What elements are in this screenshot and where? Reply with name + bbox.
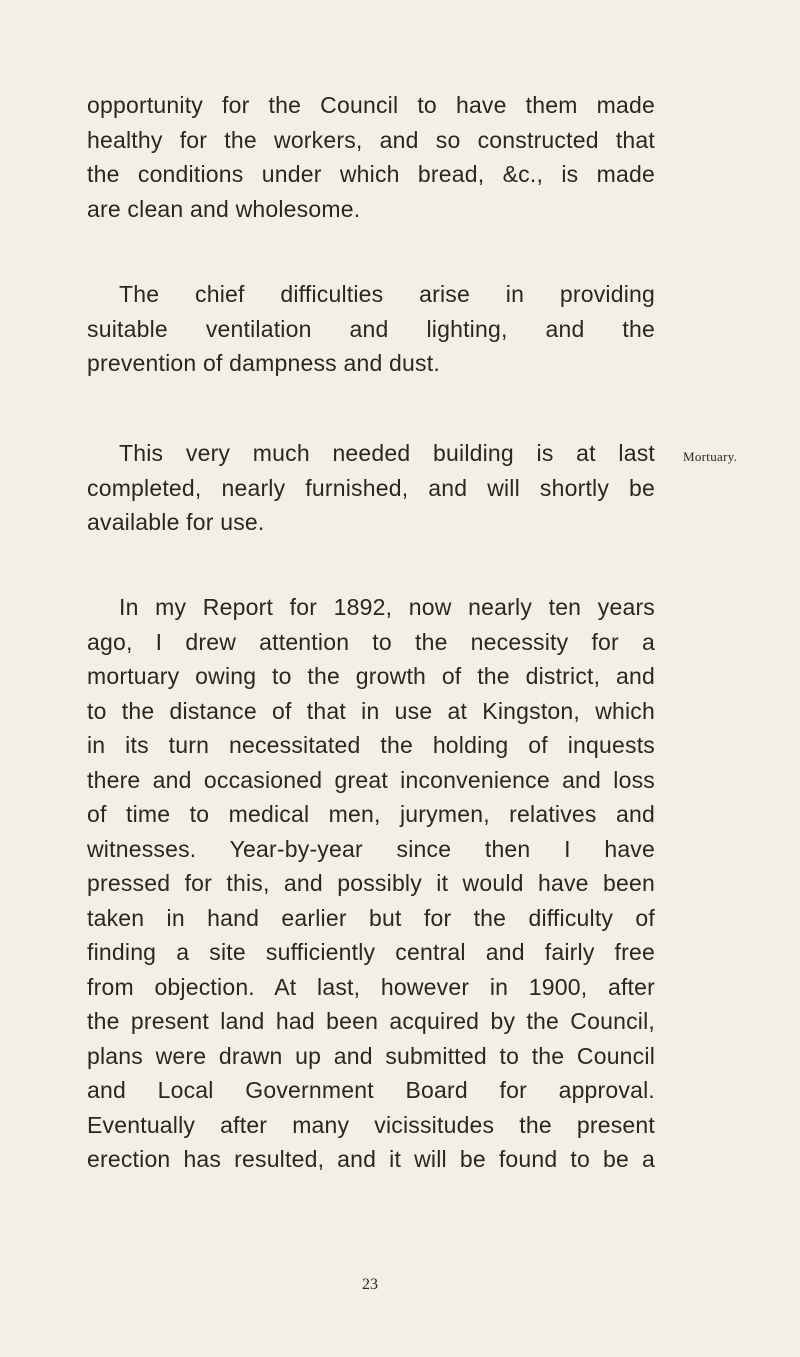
text-line: to the distance of that in use at Kingston, which xyxy=(87,697,655,724)
text-line: are clean and wholesome. xyxy=(87,195,361,222)
text-line: This very much needed building is at last xyxy=(119,440,655,466)
text-line: and Local Government Board for approval. xyxy=(87,1077,655,1103)
text-line: the conditions under which bread, &c., is made xyxy=(87,161,655,187)
text-line: plans were drawn up and submitted to the Council xyxy=(87,1042,655,1069)
text-line: of time to medical men, jurymen, relatives and xyxy=(87,801,655,827)
text-line: available for use. xyxy=(87,509,265,535)
text-line-indented xyxy=(87,277,655,312)
text-line: In my Report for 1892, now nearly ten years xyxy=(119,594,655,620)
text-line: The chief difficulties arise in providing xyxy=(119,281,655,307)
text-line: witnesses. Year-by-year since then I have xyxy=(87,835,655,862)
text-line: healthy for the workers, and so constructed that xyxy=(87,126,655,153)
page-number: 23 xyxy=(362,1276,378,1293)
paragraph-2-body xyxy=(87,277,655,381)
text-line: finding a site sufficiently central and fairly free xyxy=(87,939,655,965)
text-line: opportunity for the Council to have them made xyxy=(87,92,655,118)
text-line: ago, I drew attention to the necessity for a xyxy=(87,628,655,655)
margin-note-mortuary: Mortuary. xyxy=(683,449,738,464)
paragraph-4 xyxy=(87,590,655,1177)
text-line: completed, nearly furnished, and will shortly be xyxy=(87,474,655,501)
text-line: prevention of dampness and dust. xyxy=(87,350,440,376)
paragraph-1 xyxy=(87,88,655,226)
text-line: mortuary owing to the growth of the district, and xyxy=(87,663,655,689)
text-line: the present land had been acquired by the Council, xyxy=(87,1008,655,1034)
text-line: Eventually after many vicissitudes the present xyxy=(87,1111,655,1138)
text-line: suitable ventilation and lighting, and the xyxy=(87,315,655,342)
text-line: pressed for this, and possibly it would have been xyxy=(87,870,655,896)
text-line: from objection. At last, however in 1900, after xyxy=(87,973,655,1000)
text-line: in its turn necessitated the holding of inquests xyxy=(87,732,655,758)
text-line: erection has resulted, and it will be found to be a xyxy=(87,1146,655,1172)
text-line: taken in hand earlier but for the difficulty of xyxy=(87,904,655,931)
paragraph-3 xyxy=(87,436,655,540)
text-line: there and occasioned great inconvenience and loss xyxy=(87,766,655,793)
